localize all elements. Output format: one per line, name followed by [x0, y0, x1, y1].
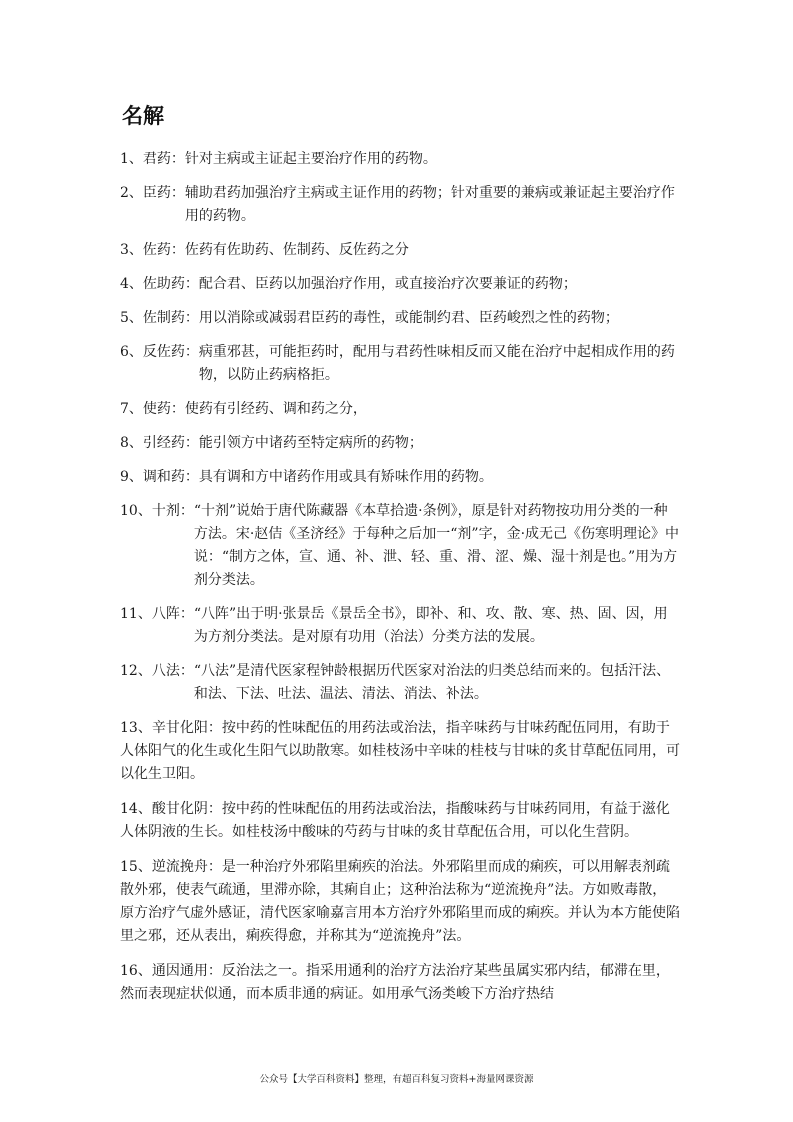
entry-definition: 能引领方中诸药至特定病所的药物；	[198, 435, 423, 451]
glossary-entry	[120, 239, 680, 262]
entry-term: 16、通因通用：	[120, 963, 222, 979]
entry-term: 11、八阵：	[120, 606, 194, 622]
page-footer: 公众号【大学百科资料】整理，有超百科复习资料+海量网课资源	[259, 1074, 534, 1085]
glossary-entry	[120, 500, 680, 592]
entry-term: 8、引经药：	[120, 435, 199, 451]
entry-term: 1、君药：	[120, 151, 185, 167]
glossary-entry	[120, 273, 680, 296]
entry-definition: 佐药有佐助药、佐制药、反佐药之分	[184, 242, 409, 258]
entry-term: 15、逆流挽舟：	[120, 859, 222, 875]
entry-definition: 辅助君药加强治疗主病或主证作用的药物；针对重要的兼病或兼证起主要治疗作用的药物。	[184, 185, 675, 224]
glossary-entry	[120, 398, 680, 421]
glossary-list	[120, 148, 680, 1018]
entry-term: 5、佐制药：	[120, 310, 199, 326]
glossary-entry	[120, 856, 680, 948]
glossary-entry	[120, 798, 680, 844]
entry-definition: “八阵”出于明·张景岳《景岳全书》，即补、和、攻、散、寒、热、固、因，用为方剂分类法。是对原有功用（治法）分类方法的发展。	[193, 606, 668, 645]
entry-definition: 配合君、臣药以加强治疗作用，或直接治疗次要兼证的药物；	[198, 276, 577, 292]
entry-term: 2、臣药：	[120, 185, 185, 201]
glossary-entry	[120, 432, 680, 455]
glossary-entry	[120, 717, 680, 786]
glossary-entry	[120, 341, 680, 387]
entry-definition: 具有调和方中诸药作用或具有矫味作用的药物。	[198, 469, 493, 485]
entry-definition: “八法”是清代医家程钟龄根据历代医家对治法的归类总结而来的。包括汗法、和法、下法、吐法、温法、清法、消法、补法。	[193, 663, 671, 702]
glossary-entry	[120, 603, 680, 649]
entry-term: 12、八法：	[120, 663, 194, 679]
entry-term: 7、使药：	[120, 401, 185, 417]
entry-term: 3、佐药：	[120, 242, 185, 258]
glossary-entry	[120, 307, 680, 330]
entry-term: 10、十剂：	[120, 503, 194, 519]
entry-definition: “十剂”说始于唐代陈藏器《本草拾遗·条例》，原是针对药物按功用分类的一种方法。宋·赵佶《圣济经》于每种之后加一“剂”字，金·成无己《伤寒明理论》中说：“制方之体，宣、通、补、泄、轻、重、滑、涩、燥、湿十剂是也。”用为方剂分类法。	[193, 503, 680, 588]
entry-definition: 用以消除或减弱君臣药的毒性，或能制约君、臣药峻烈之性的药物；	[198, 310, 619, 326]
entry-definition: 病重邪甚，可能拒药时，配用与君药性味相反而又能在治疗中起相成作用的药物，以防止药病格拒。	[198, 344, 675, 383]
entry-term: 9、调和药：	[120, 469, 199, 485]
entry-definition: 反治法之一。指采用通利的治疗方法治疗某些虽属实邪内结，郁滞在里，然而表现症状似通，而本质非通的病证。如用承气汤类峻下方治疗热结	[120, 963, 670, 1002]
entry-definition: 针对主病或主证起主要治疗作用的药物。	[184, 151, 437, 167]
page-title: 名解	[122, 104, 164, 128]
entry-term: 6、反佐药：	[120, 344, 199, 360]
entry-definition: 是一种治疗外邪陷里痢疾的治法。外邪陷里而成的痢疾，可以用解表剂疏散外邪，使表气疏通，里滞亦除，其痢自止；这种治法称为“逆流挽舟”法。方如败毒散，原方治疗气虚外感证，清代医家喻嘉言用本方治疗外邪陷里而成的痢疾。并认为本方能使陷里之邪，还从表出，痢疾得愈，并称其为“逆流挽舟”法。	[120, 859, 680, 944]
glossary-entry	[120, 148, 680, 171]
glossary-entry	[120, 660, 680, 706]
glossary-entry	[120, 182, 680, 228]
entry-term: 4、佐助药：	[120, 276, 199, 292]
entry-term: 13、辛甘化阳：	[120, 720, 222, 736]
glossary-entry	[120, 960, 680, 1006]
entry-definition: 按中药的性味配伍的用药法或治法，指酸味药与甘味药同用，有益于滋化人体阴液的生长。如桂枝汤中酸味的芍药与甘味的炙甘草配伍合用，可以化生营阴。	[120, 801, 670, 840]
glossary-entry	[120, 466, 680, 489]
entry-term: 14、酸甘化阴：	[120, 801, 222, 817]
entry-definition: 使药有引经药、调和药之分，	[184, 401, 367, 417]
entry-definition: 按中药的性味配伍的用药法或治法，指辛味药与甘味药配伍同用，有助于人体阳气的化生或化生阳气以助散寒。如桂枝汤中辛味的桂枝与甘味的炙甘草配伍同用，可以化生卫阳。	[120, 720, 680, 782]
